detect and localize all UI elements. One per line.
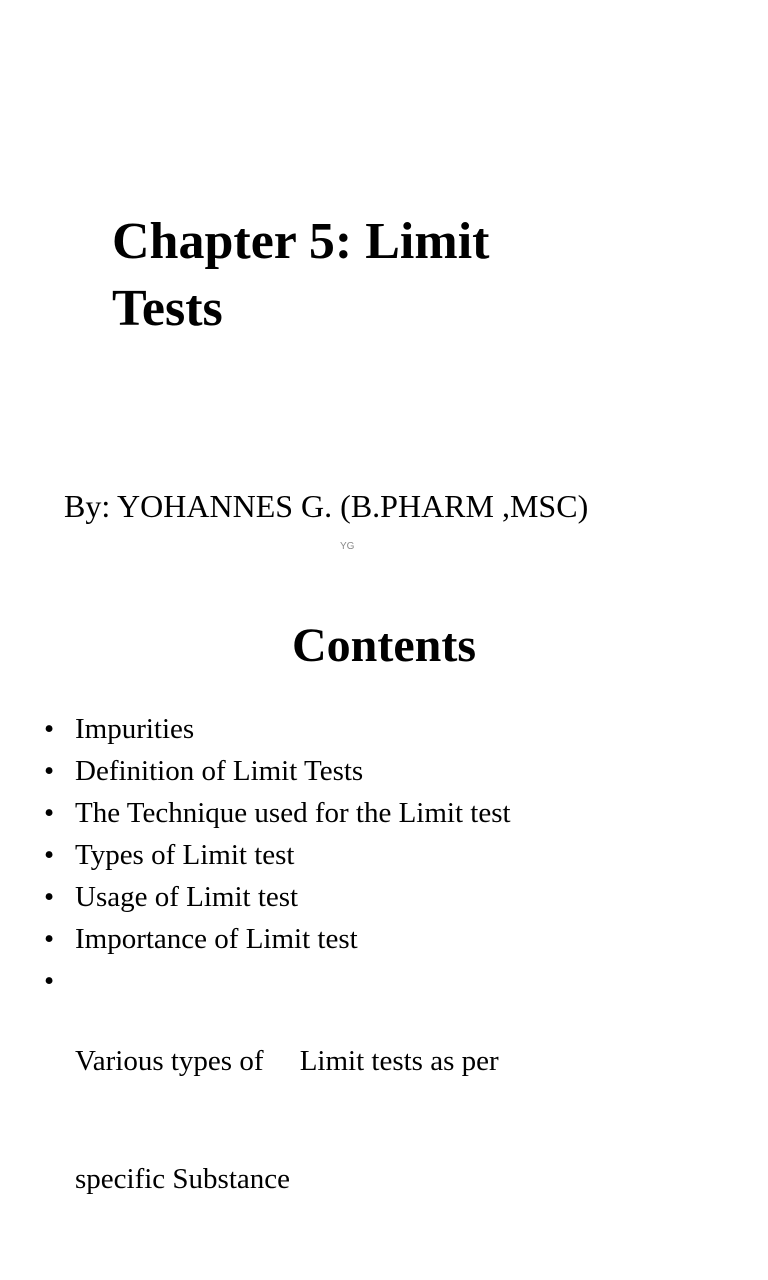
list-item: [0, 792, 695, 834]
list-item: [0, 918, 695, 960]
bullet-icon: •: [44, 923, 55, 955]
list-item-text: Usage of Limit test: [75, 881, 299, 913]
list-item-text-line-1: Various types of Limit tests as per: [75, 1045, 499, 1077]
bullet-icon: •: [44, 755, 55, 787]
slide-title-line-1: Chapter 5: Limit: [112, 213, 490, 270]
list-item-text: Impurities: [75, 713, 195, 745]
bullet-icon: •: [44, 713, 55, 745]
contents-list: [0, 708, 695, 1280]
list-item-text: The Technique used for the Limit test: [75, 797, 511, 829]
bullet-icon: •: [44, 797, 55, 829]
list-item: [0, 960, 695, 1280]
list-item-text: [75, 1007, 695, 1275]
author-byline: By: YOHANNES G. (B.PHARM ,MSC): [64, 488, 589, 524]
list-item: [0, 750, 695, 792]
footer-initials: YG: [340, 541, 355, 552]
list-item: [0, 876, 695, 918]
list-item-text-line-2: specific Substance: [75, 1163, 291, 1195]
list-item-text: Types of Limit test: [75, 839, 295, 871]
bullet-icon: •: [44, 965, 55, 997]
list-item: [0, 834, 695, 876]
bullet-icon: •: [44, 881, 55, 913]
list-item-text: Importance of Limit test: [75, 923, 358, 955]
slide-title-line-2: Tests: [112, 280, 223, 337]
contents-heading: Contents: [291, 619, 476, 672]
list-item: [0, 708, 695, 750]
slide-title: [112, 208, 489, 342]
list-item-text: Definition of Limit Tests: [75, 755, 364, 787]
bullet-icon: •: [44, 839, 55, 871]
